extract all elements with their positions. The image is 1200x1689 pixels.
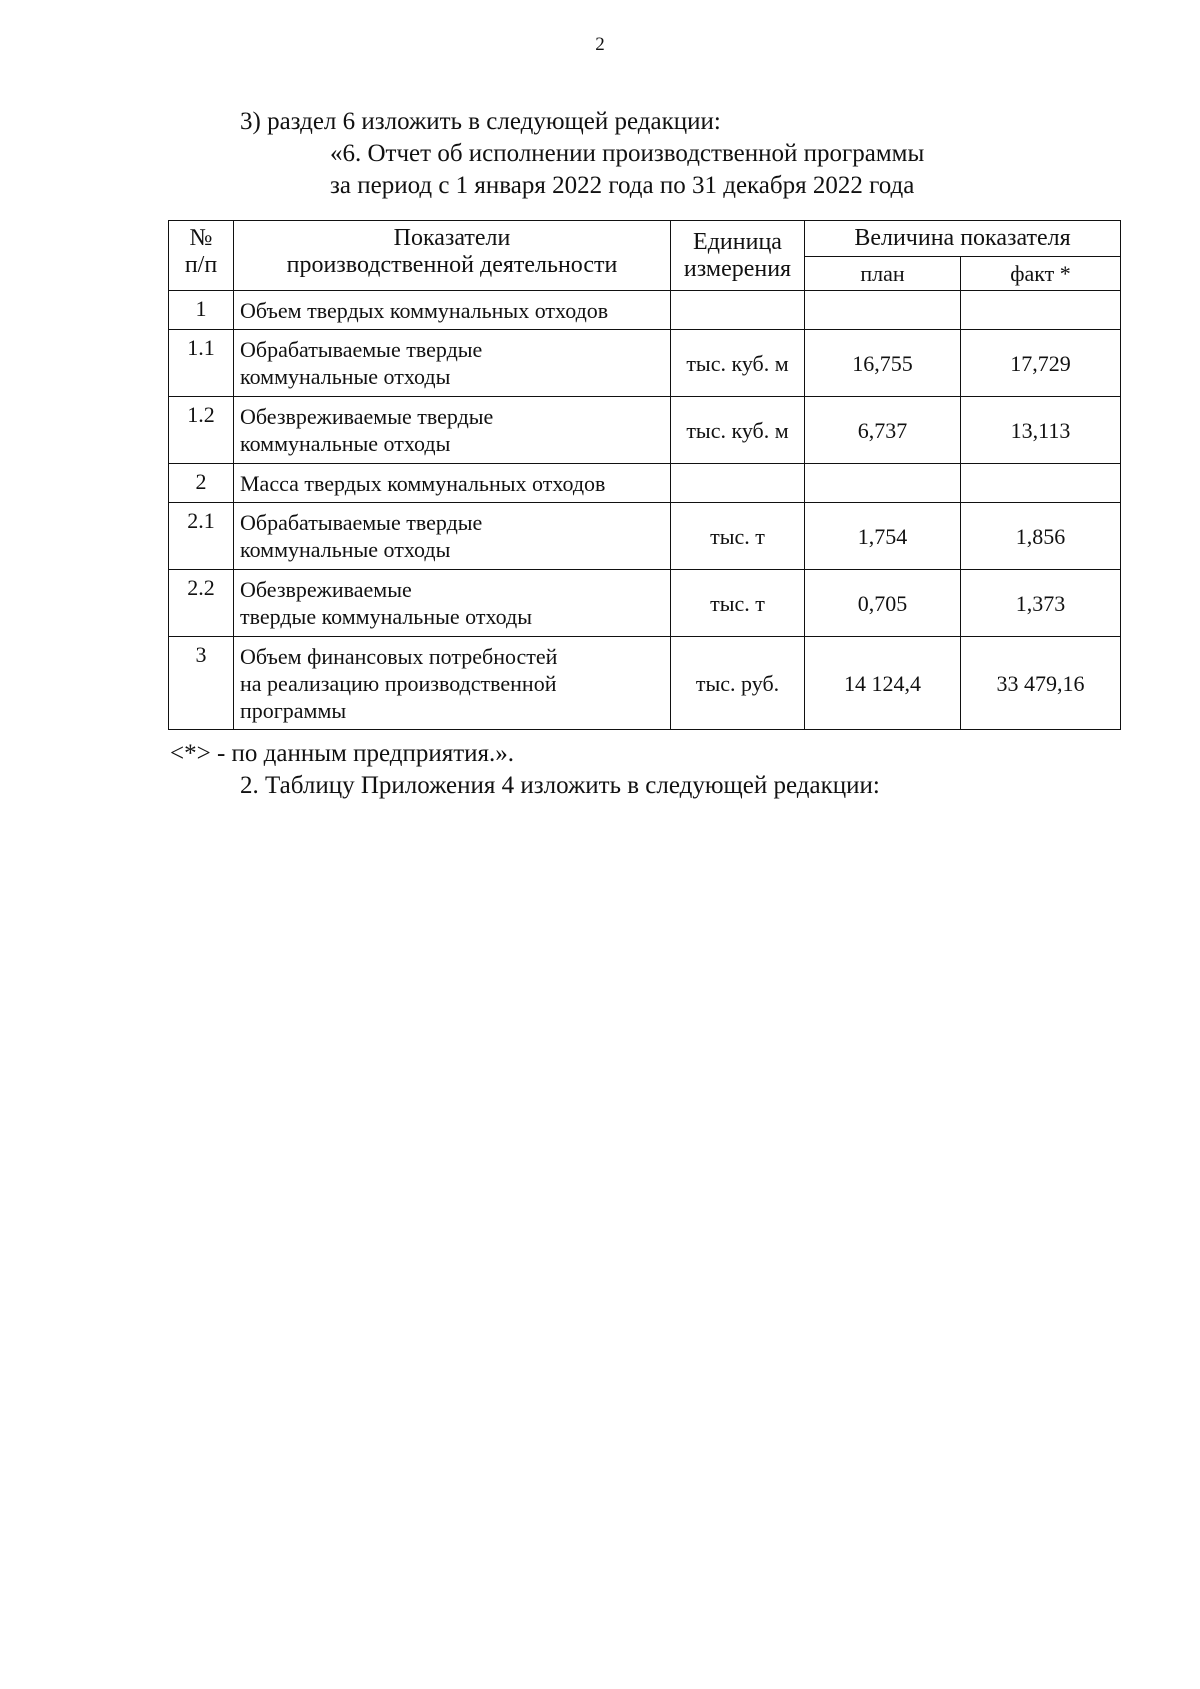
header-value-group: Величина показателя	[805, 221, 1121, 257]
row-indicator	[234, 397, 671, 464]
row-number: 2.1	[169, 503, 234, 570]
section-heading-line-2: за период с 1 января 2022 года по 31 декабря 2022 года	[330, 172, 915, 199]
row-unit: тыс. куб. м	[671, 330, 805, 397]
row-plan: 14 124,4	[805, 637, 961, 730]
row-indicator-line-1: Обрабатываемые твердые	[240, 337, 483, 362]
row-indicator-line-2: коммунальные отходы	[240, 537, 451, 562]
row-unit: тыс. руб.	[671, 637, 805, 730]
row-indicator	[234, 637, 671, 730]
row-indicator-line-3: программы	[240, 697, 347, 723]
footnote: <*> - по данным предприятия.».	[170, 740, 515, 767]
row-plan: 0,705	[805, 570, 961, 637]
row-indicator-line-2: на реализацию производственной	[240, 670, 557, 696]
row-unit	[671, 464, 805, 503]
row-number: 2	[169, 464, 234, 503]
row-indicator-line-1: Обезвреживаемые	[240, 577, 412, 602]
header-fact: факт *	[961, 257, 1121, 291]
table-row	[169, 397, 1121, 464]
header-plan: план	[805, 257, 961, 291]
row-plan	[805, 291, 961, 330]
table-row	[169, 291, 1121, 330]
row-unit: тыс. куб. м	[671, 397, 805, 464]
row-plan	[805, 464, 961, 503]
row-plan: 6,737	[805, 397, 961, 464]
row-indicator-line-2: твердые коммунальные отходы	[240, 604, 532, 629]
header-unit-line-2: измерения	[683, 255, 792, 282]
row-number: 2.2	[169, 570, 234, 637]
table-row	[169, 637, 1121, 730]
row-fact: 1,856	[961, 503, 1121, 570]
header-indicator	[234, 221, 671, 291]
row-fact: 1,373	[961, 570, 1121, 637]
header-number-line-2: п/п	[184, 252, 218, 278]
paragraph-2: 2. Таблицу Приложения 4 изложить в следующей редакции:	[240, 772, 880, 799]
header-unit	[671, 221, 805, 291]
row-indicator	[234, 503, 671, 570]
row-fact: 33 479,16	[961, 637, 1121, 730]
row-indicator-line-1: Объем финансовых потребностей	[240, 643, 558, 669]
row-unit: тыс. т	[671, 570, 805, 637]
row-number: 1.2	[169, 397, 234, 464]
row-plan: 1,754	[805, 503, 961, 570]
row-indicator	[234, 570, 671, 637]
header-indicator-line-2: производственной деятельности	[286, 252, 618, 278]
intro-text: 3) раздел 6 изложить в следующей редакции:	[240, 108, 721, 135]
row-number: 1	[169, 291, 234, 330]
row-indicator: Объем твердых коммунальных отходов	[234, 291, 671, 330]
table-header-row	[169, 221, 1121, 257]
table-row	[169, 503, 1121, 570]
header-indicator-line-1: Показатели	[393, 225, 511, 251]
row-number: 1.1	[169, 330, 234, 397]
row-plan: 16,755	[805, 330, 961, 397]
row-number: 3	[169, 637, 234, 730]
table-row	[169, 570, 1121, 637]
row-fact	[961, 464, 1121, 503]
row-indicator-line-1: Обрабатываемые твердые	[240, 510, 483, 535]
row-indicator: Масса твердых коммунальных отходов	[234, 464, 671, 503]
row-unit	[671, 291, 805, 330]
row-indicator	[234, 330, 671, 397]
section-heading-line-1: «6. Отчет об исполнении производственной программы	[330, 140, 925, 167]
row-unit: тыс. т	[671, 503, 805, 570]
table-row	[169, 464, 1121, 503]
row-indicator-line-2: коммунальные отходы	[240, 431, 451, 456]
production-program-report-table	[168, 220, 1121, 730]
table-row	[169, 330, 1121, 397]
row-indicator-line-2: коммунальные отходы	[240, 364, 451, 389]
header-number	[169, 221, 234, 291]
row-fact: 17,729	[961, 330, 1121, 397]
row-fact	[961, 291, 1121, 330]
header-unit-line-1: Единица	[693, 228, 782, 255]
header-number-line-1: №	[189, 225, 213, 251]
row-indicator-line-1: Обезвреживаемые твердые	[240, 404, 494, 429]
row-fact: 13,113	[961, 397, 1121, 464]
page-number: 2	[595, 34, 605, 55]
